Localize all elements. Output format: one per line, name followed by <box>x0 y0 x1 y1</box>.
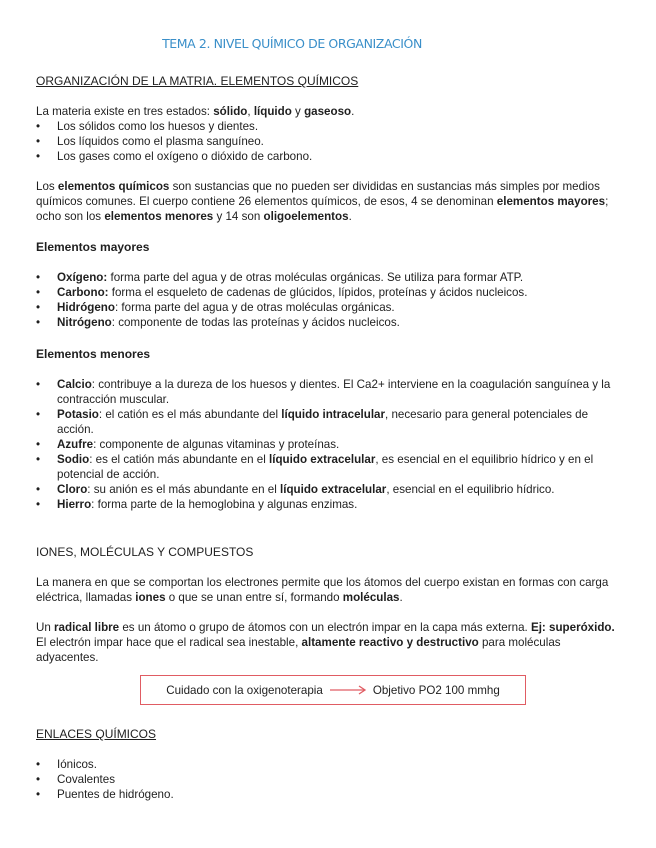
list-item: • Sodio: es el catión más abundante en el líquido extracelular, es esencial en el equilibrio hídrico y en el potencial de acción. <box>36 452 616 482</box>
note-left-text: Cuidado con la oxigenoterapia <box>166 683 323 697</box>
menores-list <box>36 377 616 512</box>
page-title: TEMA 2. NIVEL QUÍMICO DE ORGANIZACIÓN <box>162 36 422 51</box>
list-item: • Los gases como el oxígeno o dióxido de carbono. <box>36 149 616 164</box>
mayores-list <box>36 270 616 330</box>
list-item: • Hidrógeno: forma parte del agua y de otras moléculas orgánicas. <box>36 300 616 315</box>
iones-paragraph: La manera en que se comportan los electrones permite que los átomos del cuerpo existan en formas con carga eléctrica, llamadas iones o que se unan entre sí, formando moléculas. <box>36 576 609 604</box>
list-item: • Los sólidos como los huesos y dientes. <box>36 119 616 134</box>
list-item: • Puentes de hidrógeno. <box>36 787 616 802</box>
section-heading-iones: IONES, MOLÉCULAS Y COMPUESTOS <box>36 545 254 559</box>
list-item: • Cloro: su anión es el más abundante en el líquido extracelular, esencial en el equilibrio hídrico. <box>36 482 616 497</box>
states-intro: La materia existe en tres estados: sólido, líquido y gaseoso. <box>36 105 355 118</box>
list-item: • Calcio: contribuye a la dureza de los huesos y dientes. El Ca2+ interviene en la coagulación sanguínea y la contracción muscular. <box>36 377 616 407</box>
list-item: • Los líquidos como el plasma sanguíneo. <box>36 134 616 149</box>
list-item: • Hierro: forma parte de la hemoglobina y algunas enzimas. <box>36 497 616 512</box>
list-item: • Potasio: el catión es el más abundante del líquido intracelular, necesario para general potenciales de acción. <box>36 407 616 437</box>
subheading-menores: Elementos menores <box>36 347 151 361</box>
states-list <box>36 119 616 164</box>
section-heading-enlaces: ENLACES QUÍMICOS <box>36 727 157 741</box>
note-right-text: Objetivo PO2 100 mmhg <box>372 683 500 697</box>
right-arrow-icon <box>329 684 367 696</box>
list-item: • Oxígeno: forma parte del agua y de otras moléculas orgánicas. Se utiliza para formar ATP. <box>36 270 616 285</box>
radical-libre-paragraph: Un radical libre es un átomo o grupo de átomos con un electrón impar en la capa más externa. Ej: superóxido. El electrón impar hace que el radical sea inestable, altamente reactivo y destructivo para moléculas adyacentes. <box>36 621 615 664</box>
elements-paragraph: Los elementos químicos son sustancias que no pueden ser divididas en sustancias más simples por medios químicos comunes. El cuerpo contiene 26 elementos químicos, de esos, 4 se denominan elementos mayores; ocho son los elementos menores y 14 son oligoelementos. <box>36 180 609 223</box>
list-item: • Nitrógeno: componente de todas las proteínas y ácidos nucleicos. <box>36 315 616 330</box>
subheading-mayores: Elementos mayores <box>36 240 150 254</box>
oxigenoterapia-note-box <box>140 675 526 705</box>
list-item: • Azufre: componente de algunas vitaminas y proteínas. <box>36 437 616 452</box>
list-item: • Iónicos. <box>36 757 616 772</box>
section-heading-organizacion: ORGANIZACIÓN DE LA MATRIA. ELEMENTOS QUÍMICOS <box>36 74 359 88</box>
list-item: • Covalentes <box>36 772 616 787</box>
enlaces-list <box>36 757 616 802</box>
list-item: • Carbono: forma el esqueleto de cadenas de glúcidos, lípidos, proteínas y ácidos nucleicos. <box>36 285 616 300</box>
